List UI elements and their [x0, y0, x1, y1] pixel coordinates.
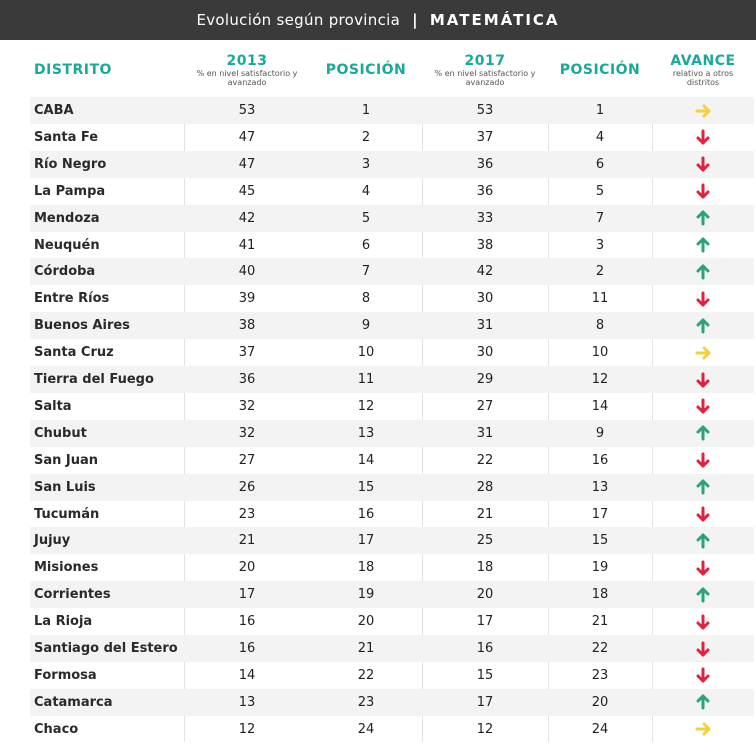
- table-row: [30, 689, 754, 716]
- cell-posicion-2017: 7: [595, 210, 605, 226]
- cell-posicion-2017: 4: [595, 129, 605, 145]
- cell-distrito: La Rioja: [34, 614, 93, 630]
- cell-avance: [652, 635, 754, 662]
- cell-2013: 45: [238, 183, 256, 199]
- cell-2017: 18: [476, 560, 494, 576]
- table-row: [30, 232, 754, 259]
- cell-posicion-2013: 10: [357, 345, 375, 361]
- cell-avance: [652, 501, 754, 528]
- cell-2017: 27: [476, 398, 494, 414]
- table-row: [30, 205, 754, 232]
- cell-2013: 32: [238, 398, 256, 414]
- cell-distrito: Entre Ríos: [34, 291, 110, 307]
- table-row: [30, 178, 754, 205]
- cell-posicion-2017: 5: [595, 183, 605, 199]
- cell-posicion-2013: 12: [357, 398, 375, 414]
- cell-2013: 23: [238, 506, 256, 522]
- table-row: [30, 447, 754, 474]
- cell-2013: 32: [238, 425, 256, 441]
- header-posicion-2013-label: POSICIÓN: [325, 62, 407, 78]
- cell-distrito: Río Negro: [34, 156, 107, 172]
- table-row: [30, 501, 754, 528]
- cell-2017: 17: [476, 614, 494, 630]
- arrow-up-icon: [695, 587, 711, 603]
- cell-2017: 37: [476, 129, 494, 145]
- cell-avance: [652, 447, 754, 474]
- cell-distrito: Formosa: [34, 667, 97, 683]
- cell-distrito: Chaco: [34, 721, 79, 737]
- cell-2013: 21: [238, 533, 256, 549]
- arrow-down-icon: [695, 156, 711, 172]
- arrow-up-icon: [695, 210, 711, 226]
- cell-posicion-2013: 1: [361, 103, 371, 118]
- cell-2017: 12: [476, 721, 494, 737]
- cell-posicion-2013: 19: [357, 587, 375, 603]
- cell-posicion-2017: 13: [591, 479, 609, 495]
- cell-2017: 30: [476, 345, 494, 361]
- cell-posicion-2013: 4: [361, 183, 371, 199]
- table-row: [30, 716, 754, 743]
- cell-posicion-2013: 20: [357, 614, 375, 630]
- cell-distrito: Córdoba: [34, 264, 96, 280]
- cell-2017: 21: [476, 506, 494, 522]
- cell-posicion-2013: 21: [357, 641, 375, 656]
- arrow-down-icon: [695, 452, 711, 468]
- header-2013-label: 2013: [226, 53, 268, 69]
- cell-posicion-2013: 11: [357, 372, 375, 387]
- cell-avance: [652, 474, 754, 501]
- cell-avance: [652, 312, 754, 339]
- arrow-down-icon: [695, 506, 711, 522]
- cell-distrito: Santiago del Estero: [34, 641, 178, 656]
- cell-distrito: Tierra del Fuego: [34, 372, 154, 387]
- arrow-up-icon: [695, 479, 711, 495]
- arrow-up-icon: [695, 264, 711, 280]
- cell-posicion-2013: 15: [357, 479, 375, 495]
- cell-distrito: La Pampa: [34, 183, 106, 199]
- header-2013-sub: % en nivel satisfactorio y avanzado: [196, 69, 298, 87]
- table-header: [0, 46, 756, 94]
- table-row: [30, 474, 754, 501]
- table-row: [30, 151, 754, 178]
- cell-2017: 20: [476, 587, 494, 603]
- table-row: [30, 581, 754, 608]
- cell-posicion-2017: 6: [595, 156, 605, 172]
- header-2013: [184, 46, 310, 94]
- cell-posicion-2017: 19: [591, 560, 609, 576]
- header-posicion-2013: [310, 46, 422, 94]
- table-row: [30, 366, 754, 393]
- cell-2017: 28: [476, 479, 494, 495]
- cell-distrito: Jujuy: [34, 533, 71, 549]
- header-distrito: [30, 46, 184, 94]
- header-posicion-2017: [548, 46, 652, 94]
- cell-distrito: Mendoza: [34, 210, 100, 226]
- arrow-up-icon: [695, 533, 711, 549]
- cell-posicion-2013: 24: [357, 721, 375, 737]
- cell-avance: [652, 608, 754, 635]
- cell-posicion-2017: 24: [591, 721, 609, 737]
- arrow-up-icon: [695, 318, 711, 334]
- cell-distrito: Santa Cruz: [34, 345, 114, 361]
- cell-2013: 12: [238, 721, 256, 737]
- cell-2013: 39: [238, 291, 256, 307]
- arrow-down-icon: [695, 667, 711, 683]
- table-row: [30, 393, 754, 420]
- cell-posicion-2017: 2: [595, 264, 605, 280]
- cell-posicion-2013: 7: [361, 264, 371, 280]
- arrow-right-icon: [695, 103, 711, 119]
- cell-avance: [652, 554, 754, 581]
- cell-distrito: Chubut: [34, 425, 87, 441]
- cell-2017: 29: [476, 372, 494, 387]
- cell-distrito: Buenos Aires: [34, 318, 130, 334]
- arrow-down-icon: [695, 183, 711, 199]
- table-row: [30, 420, 754, 447]
- cell-posicion-2017: 20: [591, 694, 609, 710]
- cell-distrito: CABA: [34, 103, 74, 118]
- cell-2013: 36: [238, 372, 256, 387]
- cell-2013: 38: [238, 318, 256, 334]
- cell-posicion-2017: 12: [591, 372, 609, 387]
- cell-2013: 47: [238, 156, 256, 172]
- cell-posicion-2017: 8: [595, 318, 605, 334]
- cell-2013: 13: [238, 694, 256, 710]
- cell-2013: 16: [238, 641, 256, 656]
- arrow-down-icon: [695, 129, 711, 145]
- header-avance-sub: relativo a otros distritos: [672, 69, 734, 87]
- cell-2017: 31: [476, 318, 494, 334]
- table-row: [30, 285, 754, 312]
- cell-avance: [652, 716, 754, 743]
- cell-posicion-2017: 9: [595, 425, 605, 441]
- cell-2013: 42: [238, 210, 256, 226]
- table-row: [30, 124, 754, 151]
- cell-distrito: Catamarca: [34, 694, 113, 710]
- header-distrito-label: DISTRITO: [34, 62, 112, 78]
- title-bar: [0, 0, 756, 40]
- cell-2017: 30: [476, 291, 494, 307]
- arrow-down-icon: [695, 291, 711, 307]
- table-row: [30, 608, 754, 635]
- cell-2013: 27: [238, 452, 256, 468]
- arrow-up-icon: [695, 237, 711, 253]
- cell-2013: 53: [238, 103, 256, 118]
- cell-posicion-2017: 17: [591, 506, 609, 522]
- cell-posicion-2017: 10: [591, 345, 609, 361]
- arrow-up-icon: [695, 425, 711, 441]
- header-2017-label: 2017: [464, 53, 506, 69]
- cell-2017: 31: [476, 425, 494, 441]
- cell-avance: [652, 366, 754, 393]
- cell-distrito: Corrientes: [34, 587, 111, 603]
- cell-posicion-2017: 22: [591, 641, 609, 656]
- table-row: [30, 339, 754, 366]
- cell-2013: 17: [238, 587, 256, 603]
- cell-posicion-2017: 11: [591, 291, 609, 307]
- title-main: Evolución según provincia: [196, 11, 401, 29]
- header-2017: [422, 46, 548, 94]
- table-row: [30, 635, 754, 662]
- cell-posicion-2013: 18: [357, 560, 375, 576]
- cell-distrito: Misiones: [34, 560, 99, 576]
- table-row: [30, 662, 754, 689]
- table-row: [30, 312, 754, 339]
- arrow-down-icon: [695, 641, 711, 657]
- header-avance: [652, 46, 754, 94]
- cell-2017: 17: [476, 694, 494, 710]
- arrow-down-icon: [695, 398, 711, 414]
- cell-posicion-2013: 3: [361, 156, 371, 172]
- cell-posicion-2013: 14: [357, 452, 375, 468]
- header-posicion-2017-label: POSICIÓN: [559, 62, 641, 78]
- cell-2017: 53: [476, 103, 494, 118]
- arrow-down-icon: [695, 372, 711, 388]
- cell-posicion-2013: 22: [357, 667, 375, 683]
- title-subject: MATEMÁTICA: [429, 11, 560, 29]
- cell-2013: 47: [238, 129, 256, 145]
- cell-2017: 16: [476, 641, 494, 656]
- cell-avance: [652, 124, 754, 151]
- cell-avance: [652, 581, 754, 608]
- cell-avance: [652, 232, 754, 259]
- arrow-right-icon: [695, 345, 711, 361]
- cell-avance: [652, 420, 754, 447]
- cell-posicion-2013: 6: [361, 237, 371, 253]
- header-2017-sub: % en nivel satisfactorio y avanzado: [434, 69, 536, 87]
- cell-posicion-2013: 23: [357, 694, 375, 710]
- cell-posicion-2013: 8: [361, 291, 371, 307]
- cell-posicion-2013: 2: [361, 129, 371, 145]
- arrow-right-icon: [695, 721, 711, 737]
- cell-posicion-2013: 16: [357, 506, 375, 522]
- cell-avance: [652, 285, 754, 312]
- cell-avance: [652, 689, 754, 716]
- cell-2017: 42: [476, 264, 494, 280]
- cell-posicion-2013: 5: [361, 210, 371, 226]
- cell-avance: [652, 662, 754, 689]
- cell-2017: 38: [476, 237, 494, 253]
- cell-2017: 22: [476, 452, 494, 468]
- cell-2013: 20: [238, 560, 256, 576]
- cell-2017: 15: [476, 667, 494, 683]
- cell-posicion-2017: 3: [595, 237, 605, 253]
- cell-avance: [652, 258, 754, 285]
- cell-2017: 36: [476, 156, 494, 172]
- table-row: [30, 554, 754, 581]
- cell-posicion-2017: 16: [591, 452, 609, 468]
- cell-distrito: San Juan: [34, 452, 99, 468]
- cell-posicion-2017: 18: [591, 587, 609, 603]
- header-avance-label: AVANCE: [670, 53, 736, 69]
- cell-2017: 36: [476, 183, 494, 199]
- cell-posicion-2017: 23: [591, 667, 609, 683]
- cell-avance: [652, 527, 754, 554]
- cell-posicion-2013: 17: [357, 533, 375, 549]
- cell-2013: 16: [238, 614, 256, 630]
- cell-2013: 26: [238, 479, 256, 495]
- cell-avance: [652, 339, 754, 366]
- title-separator: |: [412, 11, 418, 29]
- cell-avance: [652, 151, 754, 178]
- arrow-down-icon: [695, 614, 711, 630]
- cell-posicion-2017: 15: [591, 533, 609, 549]
- cell-2017: 25: [476, 533, 494, 549]
- cell-posicion-2017: 21: [591, 614, 609, 630]
- arrow-down-icon: [695, 560, 711, 576]
- cell-avance: [652, 205, 754, 232]
- cell-distrito: Santa Fe: [34, 129, 99, 145]
- cell-posicion-2013: 13: [357, 425, 375, 441]
- cell-2013: 41: [238, 237, 256, 253]
- cell-posicion-2017: 1: [595, 103, 605, 118]
- cell-2013: 14: [238, 667, 256, 683]
- cell-distrito: Neuquén: [34, 237, 100, 253]
- cell-2017: 33: [476, 210, 494, 226]
- table-row: [30, 527, 754, 554]
- cell-avance: [652, 97, 754, 124]
- cell-2013: 40: [238, 264, 256, 280]
- table-row: [30, 258, 754, 285]
- cell-distrito: Salta: [34, 398, 72, 414]
- cell-distrito: Tucumán: [34, 506, 100, 522]
- cell-2013: 37: [238, 345, 256, 361]
- cell-posicion-2013: 9: [361, 318, 371, 334]
- arrow-up-icon: [695, 694, 711, 710]
- cell-avance: [652, 393, 754, 420]
- table-row: [30, 97, 754, 124]
- cell-avance: [652, 178, 754, 205]
- cell-distrito: San Luis: [34, 479, 96, 495]
- cell-posicion-2017: 14: [591, 398, 609, 414]
